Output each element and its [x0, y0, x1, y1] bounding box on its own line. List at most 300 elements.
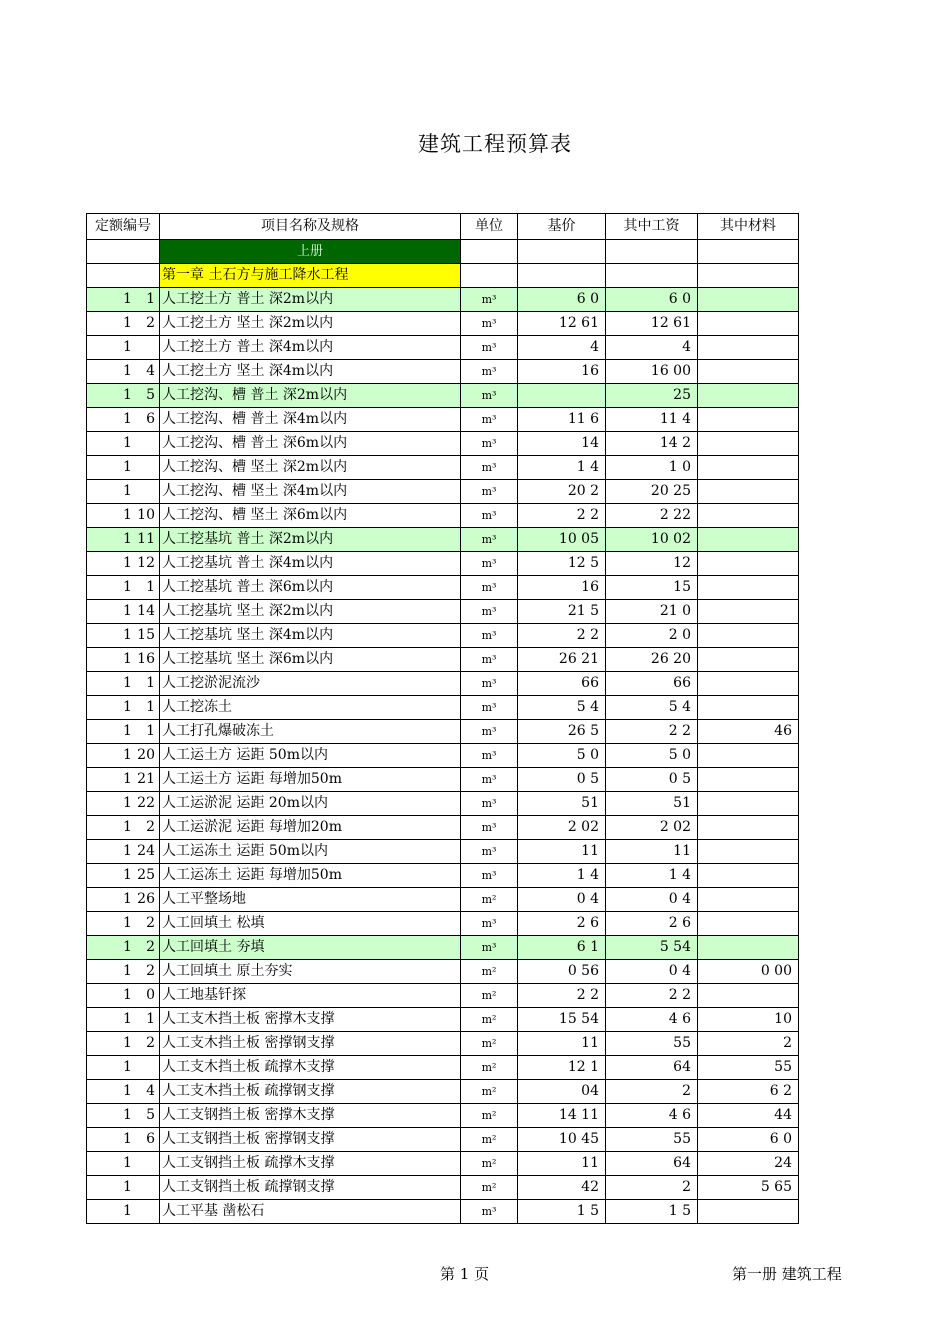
- cell-labor: 2: [606, 1176, 698, 1200]
- cell-base: 15 54: [518, 1008, 606, 1032]
- cell-labor: 5 0: [606, 744, 698, 768]
- cell-base: 2 2: [518, 504, 606, 528]
- cell-labor: 2 0: [606, 624, 698, 648]
- table-row: [87, 576, 799, 600]
- cell-name: 人工回填土 夯填: [160, 936, 461, 960]
- code-chapter: 1: [123, 579, 132, 595]
- table-row: [87, 1200, 799, 1224]
- code-chapter: 1: [123, 363, 132, 379]
- cell-labor: 55: [606, 1128, 698, 1152]
- cell-labor: 4 6: [606, 1008, 698, 1032]
- cell-unit: m³: [461, 936, 518, 960]
- cell-code: [87, 768, 160, 792]
- code-chapter: 1: [123, 939, 132, 955]
- code-chapter: 1: [123, 315, 132, 331]
- cell-material: [698, 864, 799, 888]
- cell-name: 人工挖基坑 坚土 深4m以内: [160, 624, 461, 648]
- cell-code: [87, 936, 160, 960]
- code-item: 2: [146, 963, 155, 979]
- code-chapter: 1: [123, 699, 132, 715]
- cell-labor: 64: [606, 1152, 698, 1176]
- cell-code: [87, 360, 160, 384]
- cell-material: 24: [698, 1152, 799, 1176]
- cell-material: [698, 360, 799, 384]
- cell-code: [87, 480, 160, 504]
- cell-unit: m³: [461, 816, 518, 840]
- table-row: [87, 528, 799, 552]
- cell-material: [698, 456, 799, 480]
- code-chapter: 1: [123, 531, 132, 547]
- cell-material: [698, 624, 799, 648]
- cell-base: 6 1: [518, 936, 606, 960]
- code-item: 2: [146, 915, 155, 931]
- cell-code: [87, 336, 160, 360]
- cell-base: 2 2: [518, 624, 606, 648]
- cell-code: [87, 528, 160, 552]
- cell-labor: 16 00: [606, 360, 698, 384]
- cell-labor: 10 02: [606, 528, 698, 552]
- cell-base: 66: [518, 672, 606, 696]
- table-row: [87, 1176, 799, 1200]
- cell-base: 6 0: [518, 288, 606, 312]
- cell-name: 人工运土方 运距 50m以内: [160, 744, 461, 768]
- code-chapter: 1: [123, 1083, 132, 1099]
- header-name: 项目名称及规格: [160, 214, 461, 240]
- cell-unit: m³: [461, 288, 518, 312]
- chapter-row: [87, 264, 799, 288]
- cell-name: 人工支钢挡土板 密撑钢支撑: [160, 1128, 461, 1152]
- page-title: 建筑工程预算表: [418, 132, 572, 156]
- cell-name: 人工运冻土 运距 50m以内: [160, 840, 461, 864]
- cell-code: [87, 1176, 160, 1200]
- table-row: [87, 1056, 799, 1080]
- table-row: [87, 480, 799, 504]
- code-chapter: 1: [123, 843, 132, 859]
- cell-unit: m²: [461, 1032, 518, 1056]
- code-item: 22: [137, 795, 155, 811]
- cell-code: [87, 648, 160, 672]
- cell-name: 人工运淤泥 运距 20m以内: [160, 792, 461, 816]
- cell-labor: 2 22: [606, 504, 698, 528]
- cell-code: [87, 960, 160, 984]
- table-row: [87, 984, 799, 1008]
- code-chapter: 1: [123, 435, 132, 451]
- cell-name: 人工挖沟、槽 坚土 深2m以内: [160, 456, 461, 480]
- cell-material: [698, 288, 799, 312]
- code-item: 6: [146, 1131, 155, 1147]
- cell-name: 人工支钢挡土板 疏撑木支撑: [160, 1152, 461, 1176]
- cell-unit: m²: [461, 1176, 518, 1200]
- cell-labor: 0 4: [606, 888, 698, 912]
- cell-unit: m²: [461, 1056, 518, 1080]
- table-row: [87, 720, 799, 744]
- code-chapter: 1: [123, 1179, 132, 1195]
- cell-base: 14 11: [518, 1104, 606, 1128]
- cell-code: [87, 552, 160, 576]
- cell-base: 51: [518, 792, 606, 816]
- code-item: 15: [137, 627, 155, 643]
- code-chapter: 1: [123, 387, 132, 403]
- cell-base: 14: [518, 432, 606, 456]
- code-chapter: 1: [123, 507, 132, 523]
- cell-labor: 0 5: [606, 768, 698, 792]
- cell-code: [87, 912, 160, 936]
- cell-material: [698, 648, 799, 672]
- cell-code: [87, 696, 160, 720]
- cell-unit: m³: [461, 576, 518, 600]
- cell-labor: 20 25: [606, 480, 698, 504]
- cell-name: 人工支木挡土板 疏撑木支撑: [160, 1056, 461, 1080]
- cell-base: 11 6: [518, 408, 606, 432]
- cell-labor: 4 6: [606, 1104, 698, 1128]
- code-item: 1: [146, 291, 155, 307]
- table-row: [87, 432, 799, 456]
- cell-code: [87, 888, 160, 912]
- cell-material: [698, 336, 799, 360]
- code-item: 20: [137, 747, 155, 763]
- table-row: [87, 960, 799, 984]
- cell-name: 人工运冻土 运距 每增加50m: [160, 864, 461, 888]
- cell-base: 1 4: [518, 456, 606, 480]
- cell-material: [698, 744, 799, 768]
- cell-unit: m³: [461, 504, 518, 528]
- table-row: [87, 792, 799, 816]
- code-chapter: 1: [123, 1203, 132, 1219]
- code-chapter: 1: [123, 651, 132, 667]
- cell-base: 10 05: [518, 528, 606, 552]
- code-chapter: 1: [123, 891, 132, 907]
- header-unit: 单位: [461, 214, 518, 240]
- cell-code: [87, 408, 160, 432]
- cell-labor: 26 20: [606, 648, 698, 672]
- code-chapter: 1: [123, 963, 132, 979]
- cell-labor: 2 6: [606, 912, 698, 936]
- cell-code: [87, 624, 160, 648]
- cell-unit: m²: [461, 1152, 518, 1176]
- code-item: 4: [146, 1083, 155, 1099]
- cell-name: 人工挖基坑 普土 深6m以内: [160, 576, 461, 600]
- table-row: [87, 648, 799, 672]
- table-row: [87, 1104, 799, 1128]
- cell-labor: 1 0: [606, 456, 698, 480]
- cell-name: 人工挖土方 普土 深4m以内: [160, 336, 461, 360]
- table-row: [87, 312, 799, 336]
- cell-unit: m³: [461, 528, 518, 552]
- cell-labor: 5 54: [606, 936, 698, 960]
- cell-base: 1 4: [518, 864, 606, 888]
- cell-material: [698, 600, 799, 624]
- cell-name: 人工挖基坑 坚土 深2m以内: [160, 600, 461, 624]
- cell-labor: 12 61: [606, 312, 698, 336]
- cell-material: 44: [698, 1104, 799, 1128]
- cell-material: 10: [698, 1008, 799, 1032]
- cell-name: 人工挖冻土: [160, 696, 461, 720]
- book-label: 上册: [160, 240, 461, 264]
- table-row: [87, 1032, 799, 1056]
- cell-code: [87, 864, 160, 888]
- page-number: 第 1 页: [440, 1265, 490, 1283]
- cell-name: 人工回填土 原土夯实: [160, 960, 461, 984]
- code-chapter: 1: [123, 1011, 132, 1027]
- code-item: 16: [137, 651, 155, 667]
- code-chapter: 1: [123, 1107, 132, 1123]
- cell-labor: 2 2: [606, 984, 698, 1008]
- table-row: [87, 384, 799, 408]
- header-labor: 其中工资: [606, 214, 698, 240]
- cell-unit: m³: [461, 744, 518, 768]
- code-chapter: 1: [123, 291, 132, 307]
- cell-name: 人工挖基坑 普土 深4m以内: [160, 552, 461, 576]
- header-row: [87, 214, 799, 240]
- cell-base: 16: [518, 360, 606, 384]
- cell-code: [87, 456, 160, 480]
- cell-unit: m³: [461, 552, 518, 576]
- cell-material: [698, 768, 799, 792]
- table-row: [87, 600, 799, 624]
- cell-name: 人工支木挡土板 密撑木支撑: [160, 1008, 461, 1032]
- cell-labor: 0 4: [606, 960, 698, 984]
- cell-material: [698, 696, 799, 720]
- code-item: 11: [137, 531, 155, 547]
- cell-material: [698, 840, 799, 864]
- table-row: [87, 456, 799, 480]
- code-item: 5: [146, 387, 155, 403]
- cell-unit: m²: [461, 984, 518, 1008]
- cell-code: [87, 504, 160, 528]
- code-chapter: 1: [123, 339, 132, 355]
- code-item: 1: [146, 1011, 155, 1027]
- code-item: 26: [137, 891, 155, 907]
- cell-unit: m³: [461, 336, 518, 360]
- code-chapter: 1: [123, 747, 132, 763]
- cell-name: 人工支钢挡土板 密撑木支撑: [160, 1104, 461, 1128]
- table-row: [87, 768, 799, 792]
- code-item: 6: [146, 411, 155, 427]
- table-row: [87, 864, 799, 888]
- cell-code: [87, 312, 160, 336]
- cell-base: 4: [518, 336, 606, 360]
- table-row: [87, 744, 799, 768]
- code-chapter: 1: [123, 603, 132, 619]
- code-item: 12: [137, 555, 155, 571]
- cell-code: [87, 1104, 160, 1128]
- cell-unit: m³: [461, 696, 518, 720]
- cell-unit: m²: [461, 1080, 518, 1104]
- cell-labor: 1 4: [606, 864, 698, 888]
- cell-name: 人工运土方 运距 每增加50m: [160, 768, 461, 792]
- cell-name: 人工挖基坑 坚土 深6m以内: [160, 648, 461, 672]
- cell-material: [698, 984, 799, 1008]
- table-row: [87, 408, 799, 432]
- code-item: 2: [146, 1035, 155, 1051]
- cell-code: [87, 720, 160, 744]
- cell-material: [698, 888, 799, 912]
- cell-unit: m²: [461, 888, 518, 912]
- code-item: 1: [146, 675, 155, 691]
- budget-table: [86, 213, 799, 1224]
- cell-unit: m³: [461, 384, 518, 408]
- cell-code: [87, 384, 160, 408]
- cell-labor: 51: [606, 792, 698, 816]
- code-item: 1: [146, 723, 155, 739]
- table-row: [87, 288, 799, 312]
- cell-unit: m³: [461, 312, 518, 336]
- cell-material: [698, 432, 799, 456]
- cell-unit: m³: [461, 912, 518, 936]
- cell-name: 人工运淤泥 运距 每增加20m: [160, 816, 461, 840]
- cell-material: [698, 312, 799, 336]
- table-row: [87, 840, 799, 864]
- cell-material: [698, 552, 799, 576]
- cell-material: 2: [698, 1032, 799, 1056]
- table-row: [87, 1080, 799, 1104]
- cell-unit: m³: [461, 792, 518, 816]
- cell-material: 46: [698, 720, 799, 744]
- code-chapter: 1: [123, 867, 132, 883]
- code-item: 2: [146, 939, 155, 955]
- cell-base: 26 5: [518, 720, 606, 744]
- cell-labor: 11: [606, 840, 698, 864]
- cell-unit: m³: [461, 480, 518, 504]
- code-chapter: 1: [123, 795, 132, 811]
- cell-base: 21 5: [518, 600, 606, 624]
- cell-labor: 55: [606, 1032, 698, 1056]
- table-row: [87, 1128, 799, 1152]
- cell-material: [698, 576, 799, 600]
- code-chapter: 1: [123, 987, 132, 1003]
- code-chapter: 1: [123, 483, 132, 499]
- code-item: 4: [146, 363, 155, 379]
- book-row: [87, 240, 799, 264]
- cell-unit: m³: [461, 768, 518, 792]
- table-row: [87, 888, 799, 912]
- table-row: [87, 1152, 799, 1176]
- cell-labor: 4: [606, 336, 698, 360]
- cell-unit: m³: [461, 600, 518, 624]
- cell-material: 55: [698, 1056, 799, 1080]
- cell-base: 04: [518, 1080, 606, 1104]
- cell-labor: 12: [606, 552, 698, 576]
- cell-labor: 2 2: [606, 720, 698, 744]
- cell-base: 11: [518, 1152, 606, 1176]
- code-chapter: 1: [123, 1035, 132, 1051]
- cell-base: 10 45: [518, 1128, 606, 1152]
- cell-base: 2 6: [518, 912, 606, 936]
- cell-code: [87, 744, 160, 768]
- table-row: [87, 912, 799, 936]
- cell-material: [698, 912, 799, 936]
- cell-material: [698, 384, 799, 408]
- cell-labor: 21 0: [606, 600, 698, 624]
- cell-name: 人工挖土方 坚土 深4m以内: [160, 360, 461, 384]
- cell-labor: 15: [606, 576, 698, 600]
- cell-code: [87, 672, 160, 696]
- cell-labor: 2 02: [606, 816, 698, 840]
- code-chapter: 1: [123, 459, 132, 475]
- cell-base: 5 0: [518, 744, 606, 768]
- header-code: 定额编号: [87, 214, 160, 240]
- cell-unit: m³: [461, 408, 518, 432]
- code-item: 1: [146, 579, 155, 595]
- cell-labor: 2: [606, 1080, 698, 1104]
- cell-code: [87, 288, 160, 312]
- cell-code: [87, 1008, 160, 1032]
- header-base: 基价: [518, 214, 606, 240]
- code-chapter: 1: [123, 1155, 132, 1171]
- cell-code: [87, 816, 160, 840]
- cell-material: 0 00: [698, 960, 799, 984]
- cell-base: 5 4: [518, 696, 606, 720]
- cell-base: 12 5: [518, 552, 606, 576]
- cell-base: 11: [518, 1032, 606, 1056]
- cell-labor: 1 5: [606, 1200, 698, 1224]
- cell-base: 42: [518, 1176, 606, 1200]
- code-chapter: 1: [123, 627, 132, 643]
- cell-unit: m²: [461, 960, 518, 984]
- code-chapter: 1: [123, 1059, 132, 1075]
- cell-base: 12 61: [518, 312, 606, 336]
- code-item: 24: [137, 843, 155, 859]
- cell-name: 人工挖沟、槽 坚土 深4m以内: [160, 480, 461, 504]
- cell-name: 人工挖沟、槽 普土 深2m以内: [160, 384, 461, 408]
- cell-base: 12 1: [518, 1056, 606, 1080]
- cell-name: 人工挖沟、槽 普土 深4m以内: [160, 408, 461, 432]
- cell-name: 人工挖淤泥流沙: [160, 672, 461, 696]
- cell-material: [698, 528, 799, 552]
- cell-code: [87, 1152, 160, 1176]
- cell-name: 人工支木挡土板 疏撑钢支撑: [160, 1080, 461, 1104]
- cell-base: 26 21: [518, 648, 606, 672]
- table-row: [87, 936, 799, 960]
- volume-label: 第一册 建筑工程: [732, 1265, 842, 1283]
- code-item: 0: [146, 987, 155, 1003]
- cell-unit: m²: [461, 1104, 518, 1128]
- cell-unit: m³: [461, 840, 518, 864]
- table-row: [87, 624, 799, 648]
- code-chapter: 1: [123, 411, 132, 427]
- cell-material: 6 2: [698, 1080, 799, 1104]
- code-chapter: 1: [123, 771, 132, 787]
- table-row: [87, 504, 799, 528]
- code-chapter: 1: [123, 1131, 132, 1147]
- code-item: 1: [146, 699, 155, 715]
- cell-material: 5 65: [698, 1176, 799, 1200]
- cell-name: 人工挖沟、槽 普土 深6m以内: [160, 432, 461, 456]
- cell-material: [698, 480, 799, 504]
- cell-material: [698, 672, 799, 696]
- table-row: [87, 816, 799, 840]
- cell-material: [698, 408, 799, 432]
- cell-unit: m³: [461, 624, 518, 648]
- cell-unit: m³: [461, 720, 518, 744]
- cell-code: [87, 984, 160, 1008]
- code-chapter: 1: [123, 819, 132, 835]
- cell-code: [87, 432, 160, 456]
- cell-code: [87, 600, 160, 624]
- cell-labor: 66: [606, 672, 698, 696]
- cell-name: 人工挖土方 坚土 深2m以内: [160, 312, 461, 336]
- cell-base: 20 2: [518, 480, 606, 504]
- cell-material: [698, 816, 799, 840]
- cell-base: 1 5: [518, 1200, 606, 1224]
- cell-material: 6 0: [698, 1128, 799, 1152]
- code-item: 10: [137, 507, 155, 523]
- cell-name: 人工回填土 松填: [160, 912, 461, 936]
- cell-name: 人工挖沟、槽 坚土 深6m以内: [160, 504, 461, 528]
- cell-name: 人工挖土方 普土 深2m以内: [160, 288, 461, 312]
- cell-name: 人工支木挡土板 密撑钢支撑: [160, 1032, 461, 1056]
- chapter-label: 第一章 土石方与施工降水工程: [160, 264, 461, 288]
